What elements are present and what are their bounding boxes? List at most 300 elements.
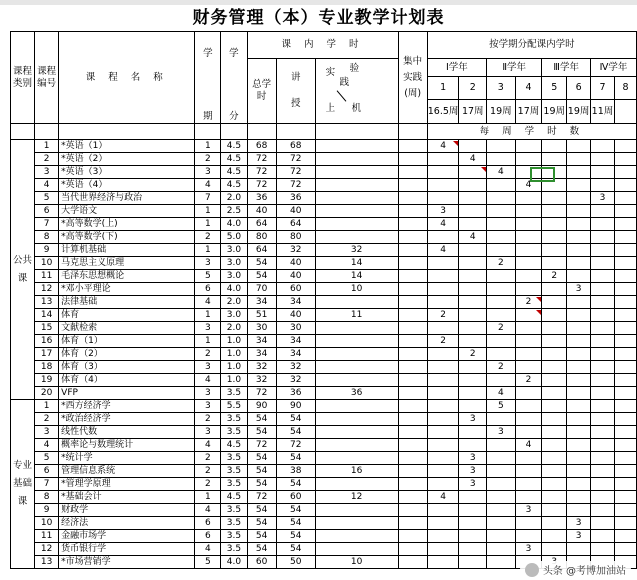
course-credits: 3.5 bbox=[221, 530, 247, 543]
weekly-hours-cell bbox=[591, 309, 615, 322]
weekly-hours-cell: 2 bbox=[427, 309, 459, 322]
table-row bbox=[11, 270, 637, 283]
weekly-hours-cell bbox=[614, 530, 636, 543]
course-name: 当代世界经济与政治 bbox=[59, 192, 195, 205]
course-lab-hours bbox=[315, 322, 398, 335]
course-code: 8 bbox=[35, 491, 59, 504]
weekly-hours-cell bbox=[614, 192, 636, 205]
year-3: Ⅲ学年 bbox=[542, 59, 591, 77]
course-code: 7 bbox=[35, 218, 59, 231]
weekly-hours-cell bbox=[542, 491, 567, 504]
weekly-hours-cell bbox=[542, 413, 567, 426]
table-row bbox=[11, 140, 637, 153]
weekly-hours-cell bbox=[614, 426, 636, 439]
weekly-hours-cell bbox=[542, 543, 567, 556]
course-lecture-hours: 40 bbox=[276, 309, 315, 322]
course-semester: 4 bbox=[195, 296, 221, 309]
weekly-hours-cell bbox=[459, 283, 487, 296]
weekly-hours-cell bbox=[614, 179, 636, 192]
weekly-hours-cell bbox=[614, 140, 636, 153]
course-semester: 4 bbox=[195, 179, 221, 192]
course-code: 20 bbox=[35, 387, 59, 400]
course-semester: 5 bbox=[195, 270, 221, 283]
course-lab-hours bbox=[315, 348, 398, 361]
weekly-hours-cell: 2 bbox=[427, 335, 459, 348]
course-lab-hours bbox=[315, 517, 398, 530]
course-total-hours: 51 bbox=[247, 309, 276, 322]
course-lab-hours: 10 bbox=[315, 283, 398, 296]
term-weeks: 19周 bbox=[567, 100, 591, 124]
course-lab-hours bbox=[315, 205, 398, 218]
course-concentrated-practice bbox=[398, 361, 427, 374]
selected-cell-highlight[interactable] bbox=[530, 167, 555, 182]
course-name: 金融市场学 bbox=[59, 530, 195, 543]
weekly-hours-cell bbox=[591, 387, 615, 400]
course-semester: 1 bbox=[195, 491, 221, 504]
course-concentrated-practice bbox=[398, 296, 427, 309]
weekly-hours-cell: 2 bbox=[487, 361, 516, 374]
comment-marker-icon[interactable] bbox=[453, 141, 458, 146]
course-code: 6 bbox=[35, 205, 59, 218]
course-lecture-hours: 32 bbox=[276, 361, 315, 374]
weekly-hours-cell bbox=[427, 413, 459, 426]
weekly-hours-cell: 3 bbox=[459, 465, 487, 478]
table-row bbox=[11, 361, 637, 374]
course-concentrated-practice bbox=[398, 465, 427, 478]
weekly-hours-cell bbox=[567, 413, 591, 426]
course-name: *英语（3） bbox=[59, 166, 195, 179]
table-row bbox=[11, 387, 637, 400]
course-category: 公共课 bbox=[11, 140, 35, 400]
course-lab-hours: 12 bbox=[315, 491, 398, 504]
table-row bbox=[11, 322, 637, 335]
course-lecture-hours: 34 bbox=[276, 348, 315, 361]
header-filler bbox=[315, 124, 398, 140]
course-code: 16 bbox=[35, 335, 59, 348]
course-concentrated-practice bbox=[398, 309, 427, 322]
weekly-hours-cell bbox=[542, 400, 567, 413]
weekly-hours-cell bbox=[614, 296, 636, 309]
course-lab-hours bbox=[315, 361, 398, 374]
weekly-hours-cell bbox=[427, 179, 459, 192]
weekly-hours-cell bbox=[427, 400, 459, 413]
header-semester-top: 学 bbox=[195, 32, 221, 77]
weekly-hours-cell: 2 bbox=[515, 296, 542, 309]
course-lab-hours: 10 bbox=[315, 556, 398, 569]
weekly-hours-cell bbox=[515, 348, 542, 361]
weekly-hours-cell bbox=[459, 426, 487, 439]
weekly-hours-cell bbox=[567, 153, 591, 166]
year-1: Ⅰ学年 bbox=[427, 59, 486, 77]
course-lecture-hours: 72 bbox=[276, 166, 315, 179]
weekly-hours-cell bbox=[487, 335, 516, 348]
header-lab-practice bbox=[315, 59, 398, 124]
lab-diagonal-divider bbox=[336, 90, 346, 101]
course-semester: 3 bbox=[195, 426, 221, 439]
weekly-hours-cell bbox=[427, 153, 459, 166]
course-total-hours: 72 bbox=[247, 491, 276, 504]
course-concentrated-practice bbox=[398, 257, 427, 270]
weekly-hours-cell bbox=[487, 296, 516, 309]
course-code: 12 bbox=[35, 543, 59, 556]
table-row bbox=[11, 205, 637, 218]
course-lab-hours bbox=[315, 504, 398, 517]
weekly-hours-cell bbox=[515, 205, 542, 218]
course-total-hours: 60 bbox=[247, 556, 276, 569]
course-lecture-hours: 34 bbox=[276, 296, 315, 309]
course-credits: 3.5 bbox=[221, 426, 247, 439]
course-code: 13 bbox=[35, 556, 59, 569]
header-hours-group: 课 内 学 时 bbox=[247, 32, 398, 59]
course-semester: 1 bbox=[195, 205, 221, 218]
course-lab-hours bbox=[315, 374, 398, 387]
course-name: 货币银行学 bbox=[59, 543, 195, 556]
weekly-hours-cell bbox=[614, 205, 636, 218]
comment-marker-icon[interactable] bbox=[481, 167, 486, 172]
course-code: 5 bbox=[35, 452, 59, 465]
course-lab-hours: 14 bbox=[315, 257, 398, 270]
course-concentrated-practice bbox=[398, 348, 427, 361]
weekly-hours-cell: 4 bbox=[459, 153, 487, 166]
weekly-hours-cell bbox=[459, 530, 487, 543]
weekly-hours-cell bbox=[567, 231, 591, 244]
weekly-hours-cell bbox=[591, 348, 615, 361]
weekly-hours-cell bbox=[427, 439, 459, 452]
weekly-hours-cell bbox=[542, 218, 567, 231]
weekly-hours-cell bbox=[515, 400, 542, 413]
course-name: *统计学 bbox=[59, 452, 195, 465]
course-lecture-hours: 54 bbox=[276, 517, 315, 530]
weekly-hours-cell bbox=[487, 530, 516, 543]
course-semester: 3 bbox=[195, 166, 221, 179]
course-lecture-hours: 54 bbox=[276, 543, 315, 556]
weekly-hours-cell: 2 bbox=[487, 257, 516, 270]
course-semester: 2 bbox=[195, 153, 221, 166]
weekly-hours-cell bbox=[542, 283, 567, 296]
course-lab-hours bbox=[315, 439, 398, 452]
weekly-hours-cell bbox=[427, 504, 459, 517]
lab-char-2: 验 bbox=[349, 63, 360, 74]
weekly-hours-cell bbox=[427, 231, 459, 244]
weekly-hours-cell bbox=[591, 322, 615, 335]
course-name: 毛泽东思想概论 bbox=[59, 270, 195, 283]
weekly-hours-cell bbox=[542, 426, 567, 439]
weekly-hours-cell bbox=[567, 348, 591, 361]
course-credits: 4.5 bbox=[221, 439, 247, 452]
course-concentrated-practice bbox=[398, 452, 427, 465]
weekly-hours-cell bbox=[567, 465, 591, 478]
weekly-hours-cell bbox=[427, 166, 459, 179]
weekly-hours-cell bbox=[542, 244, 567, 257]
weekly-hours-cell bbox=[515, 335, 542, 348]
course-code: 6 bbox=[35, 465, 59, 478]
table-row bbox=[11, 244, 637, 257]
course-lecture-hours: 40 bbox=[276, 257, 315, 270]
course-concentrated-practice bbox=[398, 205, 427, 218]
course-concentrated-practice bbox=[398, 153, 427, 166]
lab-char-1: 实 bbox=[325, 67, 336, 78]
weekly-hours-cell bbox=[542, 231, 567, 244]
course-lab-hours bbox=[315, 400, 398, 413]
term-weeks: 19周 bbox=[542, 100, 567, 124]
course-concentrated-practice bbox=[398, 335, 427, 348]
header-weekly-hours: 每 周 学 时 数 bbox=[427, 124, 636, 140]
weekly-hours-cell bbox=[487, 283, 516, 296]
header-filler bbox=[398, 124, 427, 140]
weekly-hours-cell bbox=[459, 361, 487, 374]
course-code: 10 bbox=[35, 517, 59, 530]
weekly-hours-cell bbox=[487, 465, 516, 478]
weekly-hours-cell: 4 bbox=[427, 140, 459, 153]
table-row bbox=[11, 426, 637, 439]
course-code: 14 bbox=[35, 309, 59, 322]
weekly-hours-cell bbox=[614, 400, 636, 413]
table-row bbox=[11, 452, 637, 465]
weekly-hours-cell bbox=[542, 296, 567, 309]
course-name: *市场营销学 bbox=[59, 556, 195, 569]
course-lecture-hours: 40 bbox=[276, 205, 315, 218]
header-filler bbox=[276, 124, 315, 140]
weekly-hours-cell bbox=[614, 517, 636, 530]
course-credits: 4.0 bbox=[221, 218, 247, 231]
course-concentrated-practice bbox=[398, 374, 427, 387]
weekly-hours-cell bbox=[487, 244, 516, 257]
weekly-hours-cell bbox=[487, 348, 516, 361]
course-credits: 3.0 bbox=[221, 309, 247, 322]
header-distribution-group: 按学期分配课内学时 bbox=[427, 32, 636, 59]
weekly-hours-cell bbox=[459, 257, 487, 270]
weekly-hours-cell bbox=[567, 361, 591, 374]
weekly-hours-cell bbox=[614, 166, 636, 179]
weekly-hours-cell bbox=[427, 530, 459, 543]
course-concentrated-practice bbox=[398, 413, 427, 426]
course-credits: 1.0 bbox=[221, 348, 247, 361]
course-total-hours: 72 bbox=[247, 387, 276, 400]
header-course-name: 课 程 名 称 bbox=[59, 32, 195, 124]
course-concentrated-practice bbox=[398, 439, 427, 452]
weekly-hours-cell: 4 bbox=[427, 244, 459, 257]
course-credits: 5.5 bbox=[221, 400, 247, 413]
course-semester: 2 bbox=[195, 478, 221, 491]
weekly-hours-cell: 4 bbox=[427, 491, 459, 504]
weekly-hours-cell bbox=[427, 348, 459, 361]
course-lab-hours bbox=[315, 140, 398, 153]
course-lecture-hours: 32 bbox=[276, 374, 315, 387]
course-lecture-hours: 60 bbox=[276, 491, 315, 504]
course-semester: 1 bbox=[195, 335, 221, 348]
weekly-hours-cell bbox=[487, 556, 516, 569]
comment-marker-icon[interactable] bbox=[536, 297, 541, 302]
course-lab-hours bbox=[315, 478, 398, 491]
weekly-hours-cell bbox=[591, 491, 615, 504]
lecture-bottom: 授 bbox=[290, 98, 301, 109]
course-total-hours: 32 bbox=[247, 374, 276, 387]
weekly-hours-cell bbox=[487, 179, 516, 192]
weekly-hours-cell bbox=[567, 244, 591, 257]
course-concentrated-practice bbox=[398, 517, 427, 530]
term-weeks bbox=[614, 100, 636, 124]
weekly-hours-cell bbox=[542, 322, 567, 335]
table-row bbox=[11, 465, 637, 478]
course-name: 线性代数 bbox=[59, 426, 195, 439]
weekly-hours-cell bbox=[542, 153, 567, 166]
table-row bbox=[11, 231, 637, 244]
course-total-hours: 70 bbox=[247, 283, 276, 296]
weekly-hours-cell bbox=[427, 296, 459, 309]
weekly-hours-cell bbox=[591, 335, 615, 348]
weekly-hours-cell bbox=[567, 504, 591, 517]
weekly-hours-cell bbox=[459, 205, 487, 218]
header-filler bbox=[195, 124, 221, 140]
weekly-hours-cell: 3 bbox=[459, 478, 487, 491]
header-total-hours: 总学时 bbox=[247, 59, 276, 124]
course-lecture-hours: 54 bbox=[276, 478, 315, 491]
weekly-hours-cell bbox=[427, 465, 459, 478]
weekly-hours-cell bbox=[542, 361, 567, 374]
course-name: *管理学原理 bbox=[59, 478, 195, 491]
weekly-hours-cell bbox=[459, 244, 487, 257]
course-semester: 3 bbox=[195, 257, 221, 270]
weekly-hours-cell bbox=[542, 309, 567, 322]
weekly-hours-cell bbox=[614, 504, 636, 517]
weekly-hours-cell bbox=[515, 218, 542, 231]
weekly-hours-cell bbox=[542, 205, 567, 218]
header-category: 课程类别 bbox=[11, 32, 35, 124]
course-credits: 3.5 bbox=[221, 413, 247, 426]
course-code: 11 bbox=[35, 270, 59, 283]
weekly-hours-cell bbox=[591, 439, 615, 452]
weekly-hours-cell bbox=[487, 309, 516, 322]
weekly-hours-cell bbox=[542, 439, 567, 452]
weekly-hours-cell bbox=[427, 426, 459, 439]
course-semester: 4 bbox=[195, 374, 221, 387]
course-code: 13 bbox=[35, 296, 59, 309]
course-lecture-hours: 54 bbox=[276, 452, 315, 465]
weekly-hours-cell bbox=[591, 179, 615, 192]
weekly-hours-cell bbox=[614, 465, 636, 478]
header-filler bbox=[11, 124, 35, 140]
course-lab-hours bbox=[315, 153, 398, 166]
course-semester: 2 bbox=[195, 348, 221, 361]
weekly-hours-cell bbox=[614, 257, 636, 270]
weekly-hours-cell bbox=[567, 218, 591, 231]
weekly-hours-cell bbox=[459, 179, 487, 192]
course-credits: 4.5 bbox=[221, 491, 247, 504]
weekly-hours-cell bbox=[459, 387, 487, 400]
weekly-hours-cell: 5 bbox=[487, 400, 516, 413]
table-row bbox=[11, 348, 637, 361]
course-name: 体育（4） bbox=[59, 374, 195, 387]
weekly-hours-cell bbox=[591, 517, 615, 530]
course-semester: 7 bbox=[195, 192, 221, 205]
header-credits-bottom: 分 bbox=[221, 77, 247, 124]
weekly-hours-cell bbox=[567, 400, 591, 413]
course-lecture-hours: 64 bbox=[276, 218, 315, 231]
course-concentrated-practice bbox=[398, 179, 427, 192]
course-total-hours: 40 bbox=[247, 205, 276, 218]
weekly-hours-cell bbox=[591, 140, 615, 153]
course-code: 17 bbox=[35, 348, 59, 361]
course-lab-hours bbox=[315, 179, 398, 192]
term-number: 2 bbox=[459, 77, 487, 100]
course-code: 3 bbox=[35, 166, 59, 179]
course-lab-hours bbox=[315, 218, 398, 231]
course-concentrated-practice bbox=[398, 166, 427, 179]
table-row bbox=[11, 283, 637, 296]
weekly-hours-cell bbox=[542, 530, 567, 543]
year-2: Ⅱ学年 bbox=[487, 59, 542, 77]
comment-marker-icon[interactable] bbox=[536, 310, 541, 315]
weekly-hours-cell bbox=[487, 231, 516, 244]
weekly-hours-cell bbox=[427, 387, 459, 400]
course-concentrated-practice bbox=[398, 192, 427, 205]
weekly-hours-cell bbox=[427, 270, 459, 283]
course-code: 9 bbox=[35, 244, 59, 257]
course-concentrated-practice bbox=[398, 387, 427, 400]
course-name: 法律基础 bbox=[59, 296, 195, 309]
course-total-hours: 54 bbox=[247, 465, 276, 478]
course-total-hours: 34 bbox=[247, 348, 276, 361]
course-name: 体育（2） bbox=[59, 348, 195, 361]
course-total-hours: 72 bbox=[247, 179, 276, 192]
weekly-hours-cell bbox=[567, 491, 591, 504]
weekly-hours-cell bbox=[614, 439, 636, 452]
weekly-hours-cell bbox=[614, 452, 636, 465]
weekly-hours-cell bbox=[591, 283, 615, 296]
weekly-hours-cell bbox=[591, 270, 615, 283]
weekly-hours-cell bbox=[427, 361, 459, 374]
course-total-hours: 80 bbox=[247, 231, 276, 244]
course-name: 计算机基础 bbox=[59, 244, 195, 257]
weekly-hours-cell bbox=[459, 517, 487, 530]
weekly-hours-cell: 3 bbox=[459, 413, 487, 426]
weekly-hours-cell bbox=[591, 244, 615, 257]
course-total-hours: 54 bbox=[247, 257, 276, 270]
table-row bbox=[11, 530, 637, 543]
course-total-hours: 54 bbox=[247, 426, 276, 439]
weekly-hours-cell bbox=[487, 374, 516, 387]
weekly-hours-cell bbox=[427, 517, 459, 530]
weekly-hours-cell bbox=[591, 361, 615, 374]
course-lecture-hours: 40 bbox=[276, 270, 315, 283]
weekly-hours-cell bbox=[515, 140, 542, 153]
course-semester: 2 bbox=[195, 413, 221, 426]
weekly-hours-cell bbox=[515, 452, 542, 465]
weekly-hours-cell bbox=[591, 153, 615, 166]
weekly-hours-cell bbox=[567, 452, 591, 465]
table-row bbox=[11, 478, 637, 491]
course-total-hours: 72 bbox=[247, 166, 276, 179]
term-weeks: 17周 bbox=[515, 100, 542, 124]
weekly-hours-cell bbox=[427, 374, 459, 387]
course-semester: 4 bbox=[195, 439, 221, 452]
course-code: 2 bbox=[35, 153, 59, 166]
weekly-hours-cell bbox=[515, 426, 542, 439]
course-concentrated-practice bbox=[398, 504, 427, 517]
course-semester: 1 bbox=[195, 218, 221, 231]
course-lab-hours bbox=[315, 413, 398, 426]
weekly-hours-cell bbox=[459, 439, 487, 452]
table-row bbox=[11, 439, 637, 452]
course-total-hours: 30 bbox=[247, 322, 276, 335]
course-name: *政治经济学 bbox=[59, 413, 195, 426]
course-lab-hours bbox=[315, 296, 398, 309]
course-lecture-hours: 80 bbox=[276, 231, 315, 244]
weekly-hours-cell bbox=[459, 504, 487, 517]
course-total-hours: 64 bbox=[247, 218, 276, 231]
course-credits: 1.0 bbox=[221, 361, 247, 374]
weekly-hours-cell: 2 bbox=[487, 322, 516, 335]
